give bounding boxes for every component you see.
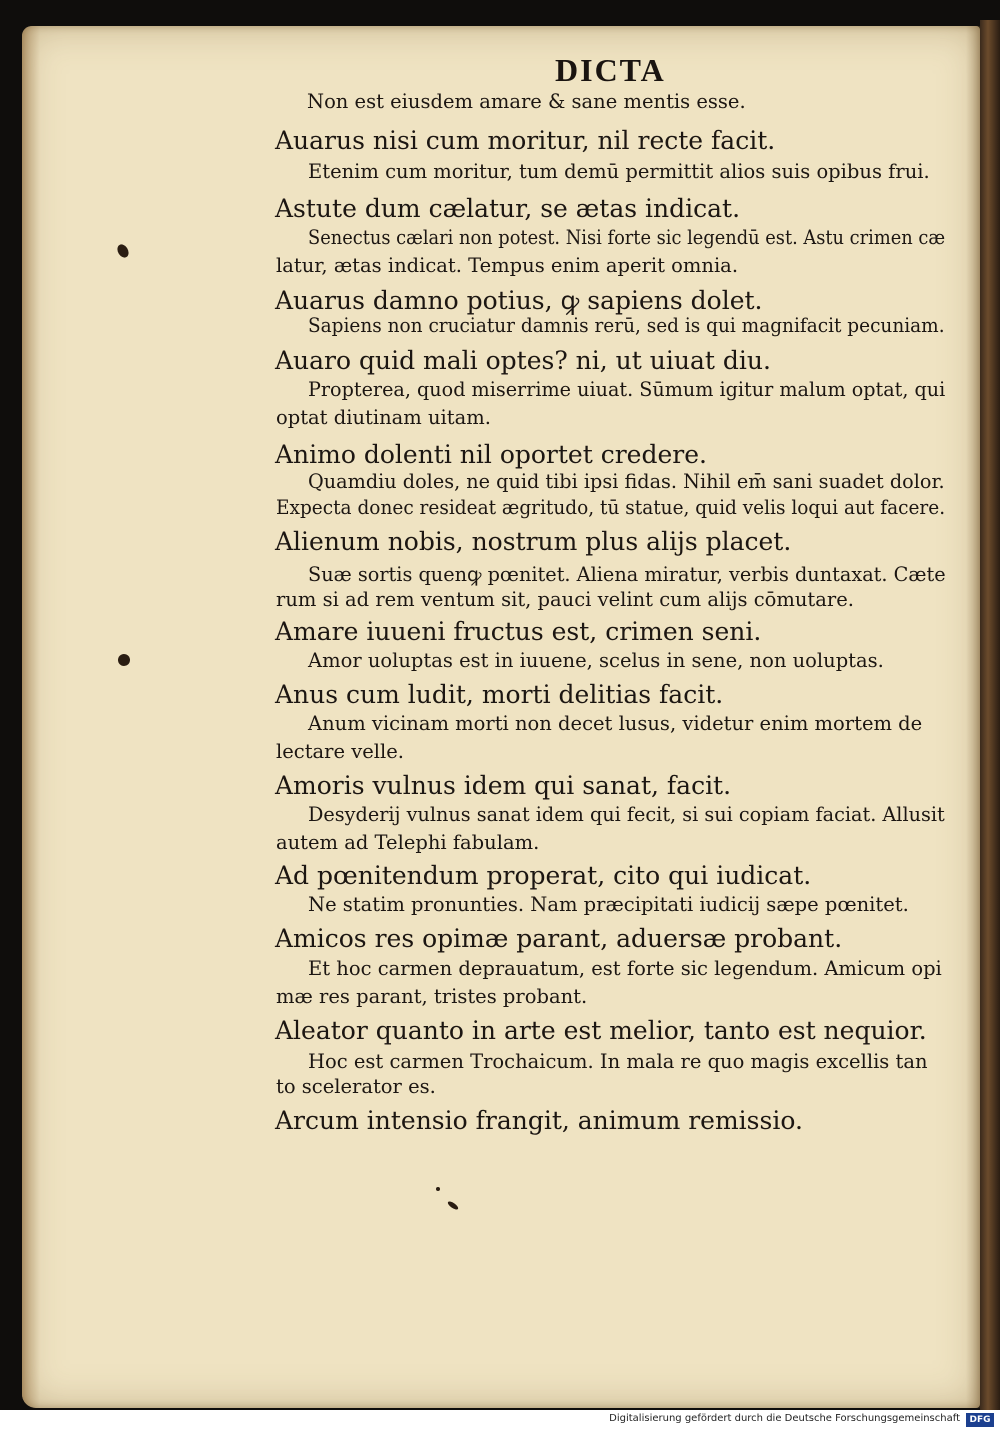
verse-line: Auarus damno potius, ꝙ sapiens dolet. xyxy=(275,286,763,315)
commentary-line: Etenim cum moritur, tum demū permittit alios suis opibus frui. xyxy=(308,160,930,183)
commentary-line: mæ res parant, tristes probant. xyxy=(276,985,588,1008)
verse-line: Animo dolenti nil oportet credere. xyxy=(275,440,707,469)
verse-line: Alienum nobis, nostrum plus alijs placet. xyxy=(275,527,792,556)
verse-line: Aleator quanto in arte est melior, tanto est nequior. xyxy=(275,1016,927,1045)
verse-line: Amoris vulnus idem qui sanat, facit. xyxy=(275,771,732,800)
footer-credit: Digitalisierung gefördert durch die Deutsche Forschungsgemeinschaft xyxy=(609,1413,960,1424)
commentary-line: Expecta donec resideat ægritudo, tū statue, quid velis loqui aut facere. xyxy=(276,496,946,519)
verse-line: Arcum intensio frangit, animum remissio. xyxy=(275,1106,803,1135)
commentary-line: lectare velle. xyxy=(276,740,404,763)
dfg-logo: DFG xyxy=(966,1413,994,1427)
page-header-title: DICTA xyxy=(555,52,666,88)
commentary-line: Anum vicinam morti non decet lusus, videtur enim mortem de xyxy=(308,712,923,735)
commentary-line: Senectus cælari non potest. Nisi forte sic legendū est. Astu crimen cæ xyxy=(308,226,946,249)
commentary-line: Ne statim pronunties. Nam præcipitati iudicij sæpe pœnitet. xyxy=(308,893,909,916)
ink-spot xyxy=(118,654,130,666)
verse-line: Ad pœnitendum properat, cito qui iudicat. xyxy=(275,861,812,890)
book-binding-edge xyxy=(980,20,1000,1410)
commentary-line: Et hoc carmen deprauatum, est forte sic legendum. Amicum opi xyxy=(308,957,942,980)
commentary-line: optat diutinam uitam. xyxy=(276,406,491,429)
commentary-line: Suæ sortis quenꝙ pœnitet. Aliena miratur, verbis duntaxat. Cæte xyxy=(308,563,946,586)
verse-line: Amare iuueni fructus est, crimen seni. xyxy=(275,617,762,646)
commentary-line: Hoc est carmen Trochaicum. In mala re quo magis excellis tan xyxy=(308,1050,928,1073)
commentary-line: Non est eiusdem amare & sane mentis esse. xyxy=(307,90,746,113)
commentary-line: rum si ad rem ventum sit, pauci velint cum alijs cōmutare. xyxy=(276,588,854,611)
commentary-line: Amor uoluptas est in iuuene, scelus in sene, non uoluptas. xyxy=(308,649,884,672)
commentary-line: to scelerator es. xyxy=(276,1075,436,1098)
commentary-line: Desyderij vulnus sanat idem qui fecit, si sui copiam faciat. Allusit xyxy=(308,803,945,826)
verse-line: Auaro quid mali optes? ni, ut uiuat diu. xyxy=(275,346,771,375)
ink-spot xyxy=(436,1187,440,1191)
commentary-line: autem ad Telephi fabulam. xyxy=(276,831,540,854)
footer-bar xyxy=(0,1410,1000,1431)
commentary-line: Sapiens non cruciatur damnis rerū, sed is qui magnifacit pecuniam. xyxy=(308,314,945,337)
verse-line: Anus cum ludit, morti delitias facit. xyxy=(275,680,724,709)
verse-line: Amicos res opimæ parant, aduersæ probant. xyxy=(275,924,843,953)
commentary-line: latur, ætas indicat. Tempus enim aperit omnia. xyxy=(276,254,739,277)
verse-line: Auarus nisi cum moritur, nil recte facit. xyxy=(275,126,776,155)
verse-line: Astute dum cælatur, se ætas indicat. xyxy=(275,194,741,223)
commentary-line: Propterea, quod miserrime uiuat. Sūmum igitur malum optat, qui xyxy=(308,378,946,401)
commentary-line: Quamdiu doles, ne quid tibi ipsi fidas. Nihil em̄ sani suadet dolor. xyxy=(308,470,945,493)
